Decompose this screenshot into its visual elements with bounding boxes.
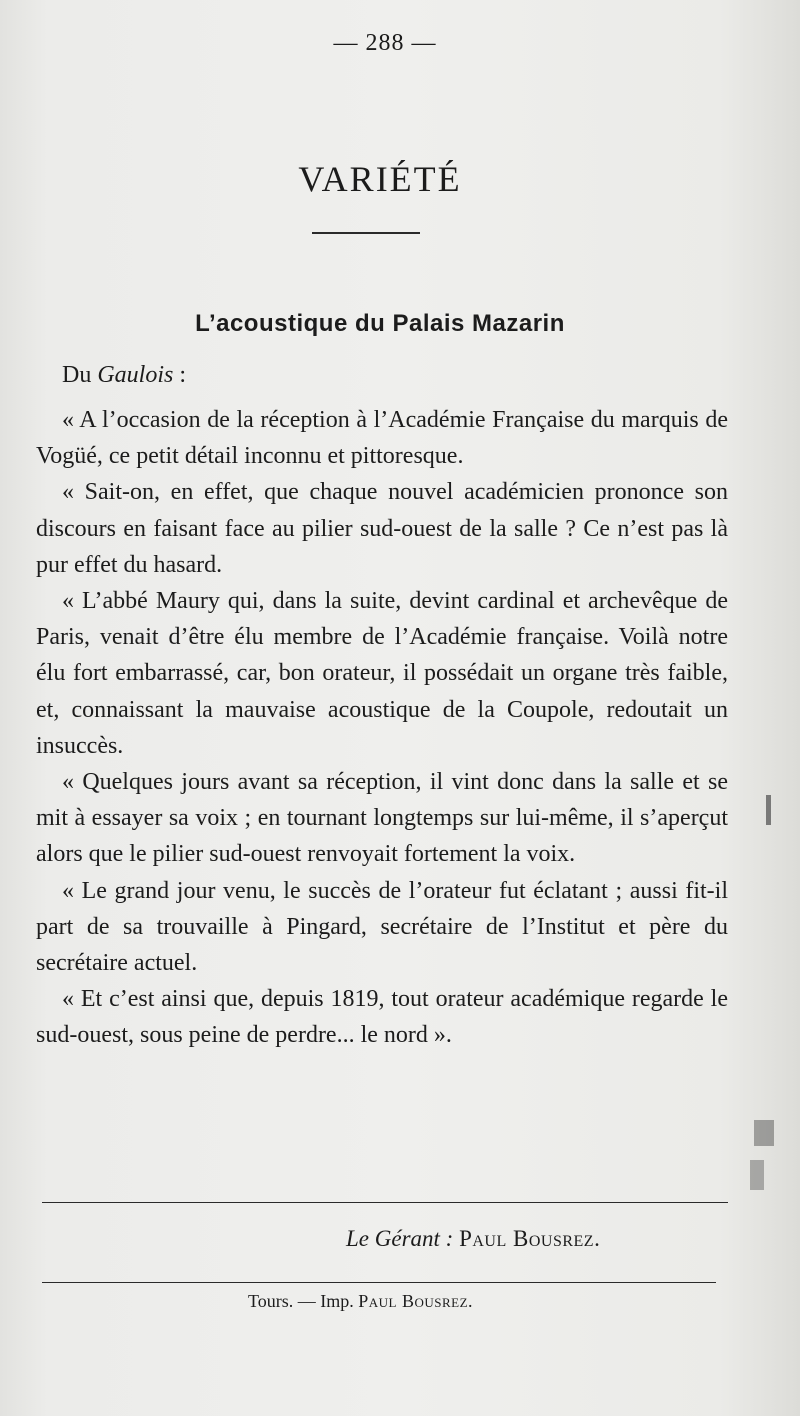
imprint-prefix: Tours. — Imp. [248, 1291, 359, 1311]
paragraph: « Le grand jour venu, le succès de l’orateur fut éclatant ; aussi fit-il part de sa trouvaille à Pingard, secrétaire de l’Institut et père du secrétaire actuel. [36, 877, 728, 977]
source-suffix: : [173, 362, 187, 388]
gerant-name: Paul Bousrez. [459, 1226, 601, 1251]
footer-divider-bottom [42, 1282, 716, 1283]
source-name: Gaulois [97, 362, 174, 388]
imprint-name: Paul Bousrez. [358, 1291, 474, 1311]
gerant-line [346, 1226, 600, 1252]
paragraph: « Quelques jours avant sa réception, il vint donc dans la salle et se mit à essayer sa voix ; en tournant longtemps sur lui-même, il s’aperçut alors que le pilier sud-ouest renvoyait fortement la voix. [36, 769, 728, 868]
paragraph: « A l’occasion de la réception à l’Académie Française du marquis de Vogüé, ce petit détail inconnu et pittoresque. [36, 407, 728, 470]
article-body [36, 402, 728, 1054]
gerant-label: Le Gérant : [346, 1226, 454, 1251]
paragraph: « Et c’est ainsi que, depuis 1819, tout orateur académique regarde le sud-ouest, sous peine de perdre... le nord ». [36, 986, 728, 1049]
section-title: VARIÉTÉ [298, 159, 462, 199]
imprint-line [248, 1291, 473, 1312]
page-edge-marks [740, 0, 800, 1416]
footer-divider-top [42, 1202, 728, 1203]
paragraph: « L’abbé Maury qui, dans la suite, devint cardinal et archevêque de Paris, venait d’être élu membre de l’Académie française. Voilà notre élu fort embarrassé, car, bon orateur, il possédait un organe très faible, et, connaissant la mauvaise acoustique de la Coupole, redoutait un insuccès. [36, 588, 728, 759]
source-line [62, 362, 186, 389]
paragraph: « Sait-on, en effet, que chaque nouvel académicien prononce son discours en faisant face au pilier sud-ouest de la salle ? Ce n’est pas là pur effet du hasard. [36, 479, 728, 578]
page-number: — 288 — [333, 30, 437, 56]
article-title: L’acoustique du Palais Mazarin [195, 310, 565, 337]
source-prefix: Du [62, 362, 98, 388]
title-divider [312, 232, 420, 234]
